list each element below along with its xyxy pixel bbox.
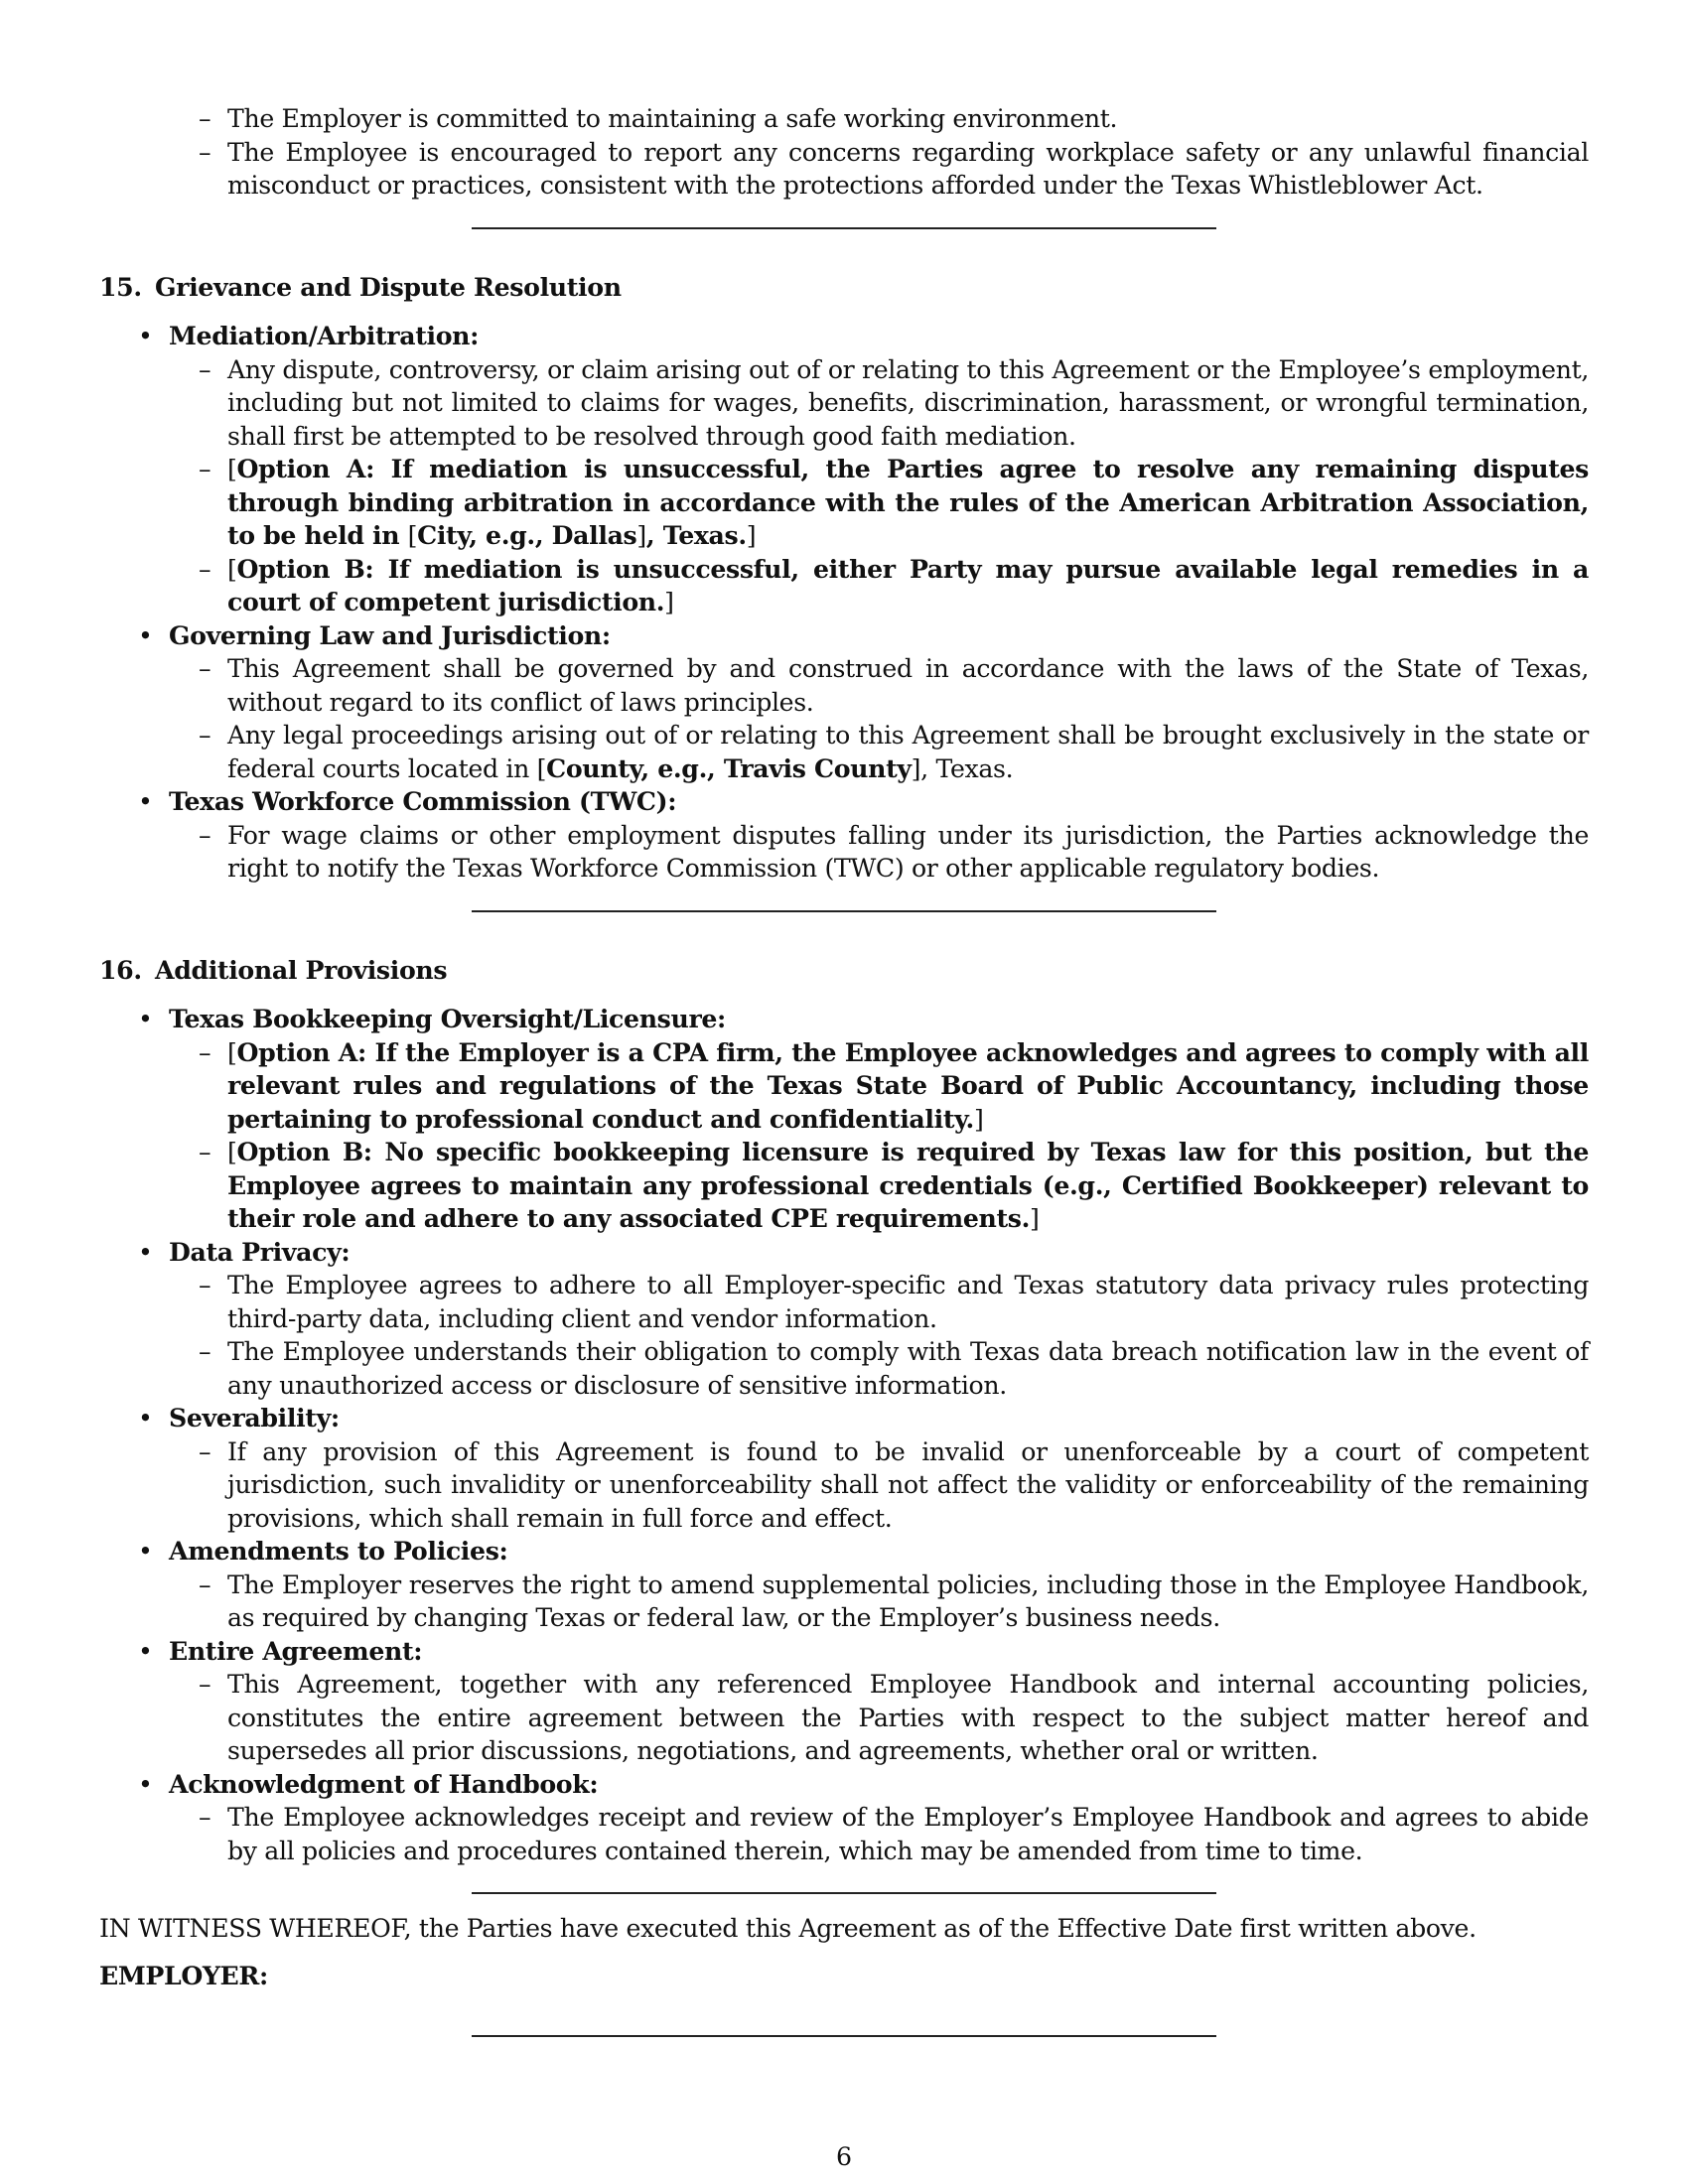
bracket: [ bbox=[227, 455, 237, 483]
witness-statement: IN WITNESS WHEREOF, the Parties have executed this Agreement as of the Effective Date first written above. bbox=[99, 1914, 1477, 1943]
section-16-heading bbox=[99, 954, 1589, 988]
list-item bbox=[99, 1236, 1589, 1403]
bookkeeping-label: • Texas Bookkeeping Oversight/Licensure: bbox=[169, 1004, 726, 1033]
list-item: – The Employer is committed to maintaining a safe working environment. bbox=[99, 102, 1589, 136]
employer-label: EMPLOYER: bbox=[99, 1960, 268, 1990]
list-item: – [Option B: No specific bookkeeping licensure is required by Texas law for this position, but the Employee agrees to maintain any professional credentials (e.g., Certified Bookkeeper) relevant to their role and adhere to any associated CPE requirements.] bbox=[169, 1136, 1589, 1236]
list-item: – Any legal proceedings arising out of or relating to this Agreement shall be brought exclusively in the state or federal courts located in [County, e.g., Travis County], Texas. bbox=[169, 719, 1589, 785]
mediation-sublist bbox=[169, 353, 1589, 619]
list-item bbox=[99, 1402, 1589, 1535]
signature-line bbox=[472, 2035, 1216, 2037]
list-item: – The Employee agrees to adhere to all Employer-specific and Texas statutory data privacy rules protecting third-party data, including client and vendor information. bbox=[169, 1269, 1589, 1335]
governing-law-sublist bbox=[169, 652, 1589, 785]
section-divider bbox=[472, 1892, 1216, 1894]
twc-sublist bbox=[169, 819, 1589, 886]
severability-label: • Severability: bbox=[169, 1403, 340, 1433]
governing-law-label: • Governing Law and Jurisdiction: bbox=[169, 619, 611, 650]
entire-agreement-sublist bbox=[169, 1668, 1589, 1768]
section-title: Grievance and Dispute Resolution bbox=[155, 271, 622, 302]
handbook-sublist bbox=[169, 1801, 1589, 1867]
section-title: Additional Provisions bbox=[155, 954, 448, 985]
list-item bbox=[99, 320, 1589, 619]
amendments-label: • Amendments to Policies: bbox=[169, 1536, 508, 1566]
section-15-list bbox=[99, 320, 1589, 886]
list-item: – Any dispute, controversy, or claim arising out of or relating to this Agreement or the Employee’s employment, including but not limited to claims for wages, benefits, discrimination, harassment, or wrongful termination, shall first be attempted to be resolved through good faith mediation. bbox=[169, 353, 1589, 454]
page-number: 6 bbox=[835, 2142, 853, 2171]
list-item: – This Agreement, together with any referenced Employee Handbook and internal accounting policies, constitutes the entire agreement between the Parties with respect to the subject matter hereof and supersedes all prior discussions, negotiations, and agreements, whether oral or written. bbox=[169, 1668, 1589, 1768]
data-privacy-sublist bbox=[169, 1269, 1589, 1402]
section-15-heading bbox=[99, 271, 1589, 305]
list-item bbox=[99, 1635, 1589, 1768]
amendments-sublist bbox=[169, 1569, 1589, 1635]
severability-sublist bbox=[169, 1435, 1589, 1536]
section-divider bbox=[472, 910, 1216, 912]
bracket: [ bbox=[227, 554, 237, 584]
mediation-label: • Mediation/Arbitration: bbox=[169, 321, 480, 350]
list-item bbox=[99, 619, 1589, 786]
bookkeeping-sublist bbox=[169, 1036, 1589, 1236]
list-item: – If any provision of this Agreement is found to be invalid or unenforceable by a court of competent jurisdiction, such invalidity or unenforceability shall not affect the validity or enforceability of the remaining provisions, which shall remain in full force and effect. bbox=[169, 1435, 1589, 1536]
option-b-text: Option B: If mediation is unsuccessful, either Party may pursue available legal remedies in a court of competent jurisdiction. bbox=[227, 553, 1589, 616]
list-item bbox=[99, 785, 1589, 886]
twc-label: • Texas Workforce Commission (TWC): bbox=[169, 786, 677, 816]
list-item bbox=[99, 1003, 1589, 1236]
list-item: – The Employer reserves the right to amend supplemental policies, including those in the Employee Handbook, as required by changing Texas or federal law, or the Employer’s business needs. bbox=[169, 1569, 1589, 1635]
section-divider bbox=[472, 227, 1216, 229]
list-item: – This Agreement shall be governed by and construed in accordance with the laws of the State of Texas, without regard to its conflict of laws principles. bbox=[169, 652, 1589, 719]
section-16-list bbox=[99, 1003, 1589, 1867]
option-a-text: Option A: If mediation is unsuccessful, the Parties agree to resolve any remaining disputes through binding arbitration in accordance with the rules of the American Arbitration Association, to be held in [City, e.g., Dallas], Texas. bbox=[227, 454, 1589, 550]
data-privacy-label: • Data Privacy: bbox=[169, 1236, 351, 1267]
list-item bbox=[169, 453, 1589, 553]
list-item: – For wage claims or other employment disputes falling under its jurisdiction, the Parties acknowledge the right to notify the Texas Workforce Commission (TWC) or other applicable regulatory bodies. bbox=[169, 819, 1589, 886]
list-item: – The Employee acknowledges receipt and review of the Employer’s Employee Handbook and agrees to abide by all policies and procedures contained therein, which may be amended from time to time. bbox=[169, 1801, 1589, 1867]
section-number: 16. bbox=[99, 954, 142, 985]
document-page bbox=[99, 99, 1589, 2037]
list-item bbox=[169, 553, 1589, 619]
list-item: – The Employee is encouraged to report any concerns regarding workplace safety or any unlawful financial misconduct or practices, consistent with the protections afforded under the Texas Whistleblower Act. bbox=[99, 136, 1589, 203]
bracket: ] bbox=[746, 521, 757, 550]
safety-list bbox=[99, 102, 1589, 203]
handbook-label: • Acknowledgment of Handbook: bbox=[169, 1768, 599, 1799]
list-item bbox=[99, 1768, 1589, 1868]
section-number: 15. bbox=[99, 271, 142, 302]
list-item bbox=[99, 1535, 1589, 1635]
bracket: ] bbox=[664, 588, 674, 616]
list-item: – [Option A: If the Employer is a CPA firm, the Employee acknowledges and agrees to comply with all relevant rules and regulations of the Texas State Board of Public Accountancy, including those pertaining to professional conduct and confidentiality.] bbox=[169, 1036, 1589, 1137]
list-item: – The Employee understands their obligation to comply with Texas data breach notification law in the event of any unauthorized access or disclosure of sensitive information. bbox=[169, 1335, 1589, 1402]
entire-agreement-label: • Entire Agreement: bbox=[169, 1635, 423, 1666]
